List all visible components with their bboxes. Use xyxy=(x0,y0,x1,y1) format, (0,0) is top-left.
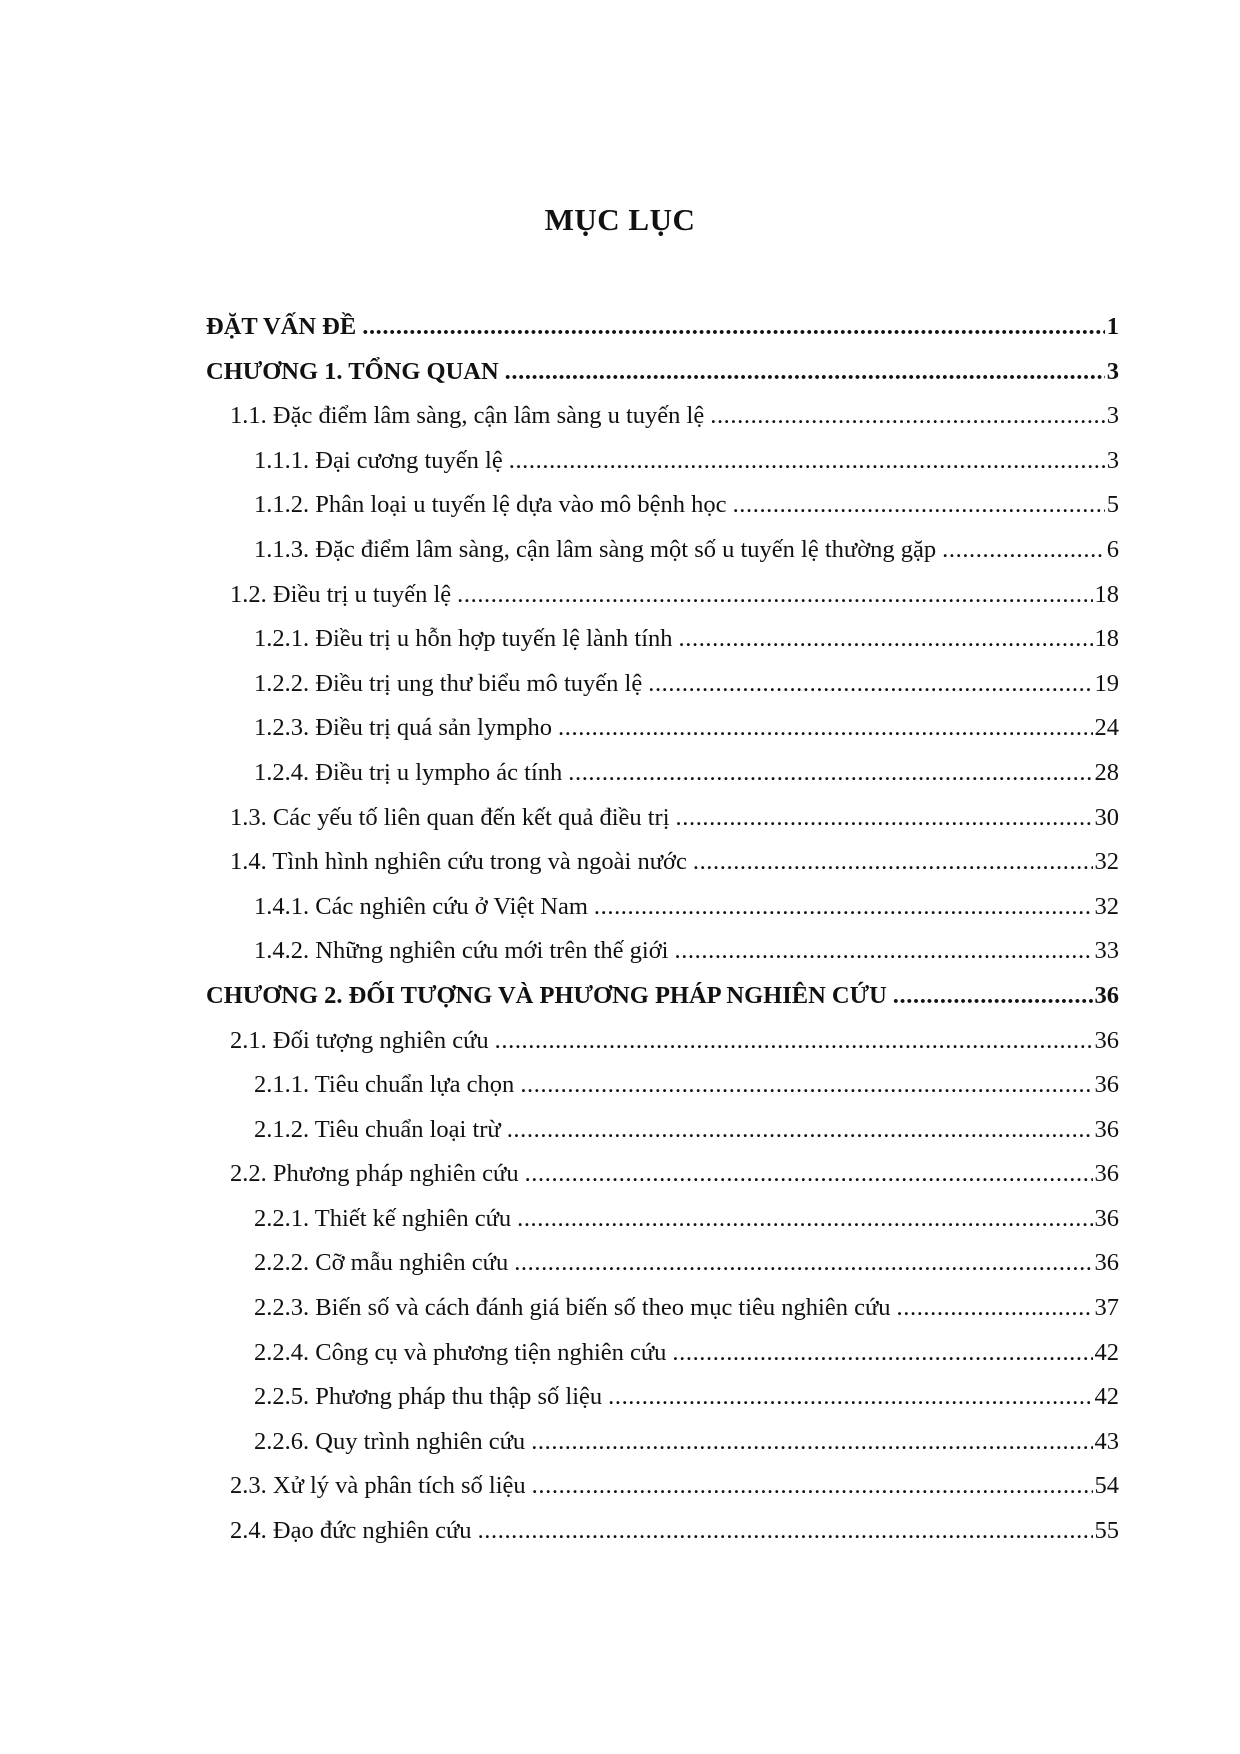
toc-entry-page-number: 3 xyxy=(1106,402,1119,430)
dot-leader xyxy=(520,1063,1092,1108)
toc-entry[interactable] xyxy=(206,840,1119,885)
toc-entry-page-number: 28 xyxy=(1094,758,1119,786)
toc-entry-label: ĐẶT VẤN ĐỀ xyxy=(206,313,357,340)
toc-entry-label: 1.1.2. Phân loại u tuyến lệ dựa vào mô bệnh học xyxy=(254,491,727,519)
toc-entry-page-number: 6 xyxy=(1106,535,1119,563)
toc-entry-page-number: 32 xyxy=(1094,848,1119,876)
dot-leader xyxy=(568,751,1092,796)
toc-entry-label: 1.4.2. Những nghiên cứu mới trên thế giới xyxy=(254,937,669,965)
toc-entry-page-number: 36 xyxy=(1094,1115,1119,1143)
toc-entry[interactable] xyxy=(206,617,1119,662)
toc-entry-label: 2.2. Phương pháp nghiên cứu xyxy=(230,1160,519,1188)
toc-entry[interactable] xyxy=(206,573,1119,618)
toc-entry[interactable] xyxy=(206,1286,1119,1331)
toc-entry-label: 2.3. Xử lý và phân tích số liệu xyxy=(230,1472,526,1500)
toc-entry-label: 2.1. Đối tượng nghiên cứu xyxy=(230,1026,489,1054)
toc-entry-label: 1.2.1. Điều trị u hỗn hợp tuyến lệ lành tính xyxy=(254,625,673,653)
toc-entry-label: 2.2.5. Phương pháp thu thập số liệu xyxy=(254,1383,603,1411)
toc-entry[interactable] xyxy=(206,483,1119,528)
toc-entry-label: 2.2.3. Biến số và cách đánh giá biến số theo mục tiêu nghiên cứu xyxy=(254,1294,891,1322)
toc-entry[interactable] xyxy=(206,1197,1119,1242)
toc-entry-page-number: 18 xyxy=(1094,580,1119,608)
toc-entry-page-number: 36 xyxy=(1094,1249,1119,1277)
toc-entry[interactable] xyxy=(206,305,1119,350)
dot-leader xyxy=(457,573,1092,618)
dot-leader xyxy=(648,662,1092,707)
toc-entry[interactable] xyxy=(206,929,1119,974)
dot-leader xyxy=(710,394,1105,439)
toc-entry[interactable] xyxy=(206,1509,1119,1554)
dot-leader xyxy=(679,617,1093,662)
toc-entry-page-number: 18 xyxy=(1094,625,1119,653)
dot-leader xyxy=(478,1509,1093,1554)
toc-entry-label: 1.3. Các yếu tố liên quan đến kết quả điều trị xyxy=(230,803,670,831)
dot-leader xyxy=(517,1197,1092,1242)
toc-entry-label: 1.1.1. Đại cương tuyến lệ xyxy=(254,446,503,474)
toc-entry-label: 2.1.1. Tiêu chuẩn lựa chọn xyxy=(254,1071,515,1099)
toc-entry[interactable] xyxy=(206,439,1119,484)
toc-entry-label: 1.1. Đặc điểm lâm sàng, cận lâm sàng u tuyến lệ xyxy=(230,402,705,430)
toc-entry-page-number: 5 xyxy=(1106,491,1119,519)
dot-leader xyxy=(531,1420,1092,1465)
dot-leader xyxy=(608,1375,1092,1420)
toc-entry[interactable] xyxy=(206,1375,1119,1420)
dot-leader xyxy=(558,706,1092,751)
toc-entry-page-number: 54 xyxy=(1094,1472,1119,1500)
dot-leader xyxy=(676,796,1093,841)
dot-leader xyxy=(505,350,1105,395)
toc-entry-label: CHƯƠNG 1. TỔNG QUAN xyxy=(206,357,499,385)
toc-entry-page-number: 36 xyxy=(1094,1026,1119,1054)
toc-entry[interactable] xyxy=(206,1108,1119,1153)
toc-entry-label: CHƯƠNG 2. ĐỐI TƯỢNG VÀ PHƯƠNG PHÁP NGHIÊN CỨU xyxy=(206,981,887,1009)
toc-entry[interactable] xyxy=(206,662,1119,707)
toc-entry[interactable] xyxy=(206,394,1119,439)
toc-entry-label: 1.2. Điều trị u tuyến lệ xyxy=(230,580,452,608)
toc-entry-label: 1.1.3. Đặc điểm lâm sàng, cận lâm sàng một số u tuyến lệ thường gặp xyxy=(254,535,937,563)
toc-entry-page-number: 36 xyxy=(1094,1204,1119,1232)
toc-entry-page-number: 30 xyxy=(1094,803,1119,831)
toc-entry-page-number: 24 xyxy=(1094,714,1119,742)
toc-entry-label: 1.4. Tình hình nghiên cứu trong và ngoài nước xyxy=(230,848,687,876)
table-of-contents xyxy=(206,305,1119,1554)
toc-entry-page-number: 42 xyxy=(1094,1338,1119,1366)
dot-leader xyxy=(897,1286,1093,1331)
toc-entry-label: 1.2.4. Điều trị u lympho ác tính xyxy=(254,758,563,786)
dot-leader xyxy=(532,1464,1093,1509)
toc-entry-page-number: 36 xyxy=(1094,981,1119,1009)
toc-entry-label: 2.4. Đạo đức nghiên cứu xyxy=(230,1517,472,1545)
toc-entry-page-number: 55 xyxy=(1094,1517,1119,1545)
page-title: MỤC LỤC xyxy=(544,202,696,237)
toc-entry-label: 2.2.1. Thiết kế nghiên cứu xyxy=(254,1204,512,1232)
dot-leader xyxy=(362,305,1105,350)
toc-entry[interactable] xyxy=(206,1420,1119,1465)
dot-leader xyxy=(942,528,1105,573)
toc-entry-page-number: 19 xyxy=(1094,669,1119,697)
dot-leader xyxy=(693,840,1093,885)
dot-leader xyxy=(672,1331,1092,1376)
toc-entry-label: 2.2.6. Quy trình nghiên cứu xyxy=(254,1427,526,1455)
toc-entry[interactable] xyxy=(206,796,1119,841)
toc-entry-page-number: 33 xyxy=(1094,937,1119,965)
toc-entry-page-number: 1 xyxy=(1106,313,1119,340)
dot-leader xyxy=(495,1019,1093,1064)
toc-entry-page-number: 42 xyxy=(1094,1383,1119,1411)
toc-entry-page-number: 37 xyxy=(1094,1294,1119,1322)
toc-entry-page-number: 43 xyxy=(1094,1427,1119,1455)
dot-leader xyxy=(525,1152,1093,1197)
toc-entry-page-number: 36 xyxy=(1094,1071,1119,1099)
toc-entry-page-number: 36 xyxy=(1094,1160,1119,1188)
dot-leader xyxy=(594,885,1093,930)
toc-entry[interactable] xyxy=(206,1241,1119,1286)
toc-entry[interactable] xyxy=(206,974,1119,1019)
dot-leader xyxy=(509,439,1105,484)
toc-entry[interactable] xyxy=(206,1331,1119,1376)
toc-entry-page-number: 3 xyxy=(1106,357,1119,385)
toc-entry[interactable] xyxy=(206,528,1119,573)
toc-entry-label: 2.2.2. Cỡ mẫu nghiên cứu xyxy=(254,1249,509,1277)
toc-entry[interactable] xyxy=(206,706,1119,751)
toc-entry-label: 1.2.3. Điều trị quá sản lympho xyxy=(254,714,553,742)
toc-entry[interactable] xyxy=(206,350,1119,395)
toc-entry-label: 1.2.2. Điều trị ung thư biểu mô tuyến lệ xyxy=(254,669,643,697)
toc-entry-label: 1.4.1. Các nghiên cứu ở Việt Nam xyxy=(254,892,588,920)
toc-entry[interactable] xyxy=(206,751,1119,796)
toc-entry-page-number: 32 xyxy=(1094,892,1119,920)
dot-leader xyxy=(733,483,1105,528)
toc-entry[interactable] xyxy=(206,1063,1119,1108)
dot-leader xyxy=(674,929,1092,974)
toc-entry-label: 2.1.2. Tiêu chuẩn loại trừ xyxy=(254,1115,501,1143)
toc-entry[interactable] xyxy=(206,885,1119,930)
dot-leader xyxy=(893,974,1093,1019)
toc-entry[interactable] xyxy=(206,1464,1119,1509)
toc-entry-label: 2.2.4. Công cụ và phương tiện nghiên cứu xyxy=(254,1338,667,1366)
toc-entry-page-number: 3 xyxy=(1106,446,1119,474)
toc-entry[interactable] xyxy=(206,1152,1119,1197)
dot-leader xyxy=(514,1241,1092,1286)
toc-entry[interactable] xyxy=(206,1019,1119,1064)
dot-leader xyxy=(507,1108,1093,1153)
